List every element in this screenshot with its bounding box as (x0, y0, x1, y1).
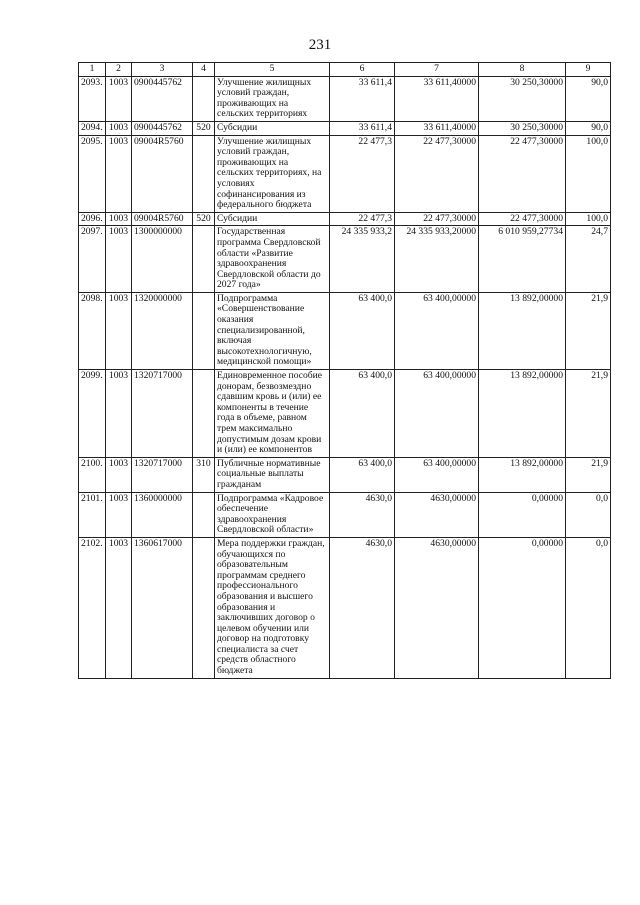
target-code: 1320717000 (132, 457, 193, 492)
table-row (79, 226, 611, 293)
row-number: 2094. (79, 121, 106, 135)
row-number: 2097. (79, 226, 106, 293)
value-col7: 22 477,30000 (395, 212, 479, 226)
value-col6: 63 400,0 (330, 292, 395, 369)
row-number: 2099. (79, 370, 106, 458)
value-col6: 4630,0 (330, 492, 395, 537)
table-row (79, 76, 611, 121)
item-name: Единовременное пособие донорам, безвозмездно сдавшим кровь и (или) ее компоненты в течение года в объеме, равном трем максимально допустимым дозам крови и (или) ее компонентов (215, 370, 330, 458)
page-number: 231 (308, 37, 332, 53)
expense-type-code: 520 (193, 212, 215, 226)
section-code: 1003 (106, 135, 132, 212)
value-col8: 0,00000 (479, 537, 566, 678)
expense-type-code (193, 370, 215, 458)
target-code: 09004R5760 (132, 212, 193, 226)
value-col6: 24 335 933,2 (330, 226, 395, 293)
value-col7: 33 611,40000 (395, 76, 479, 121)
value-col9: 24,7 (566, 226, 611, 293)
table-row (79, 212, 611, 226)
budget-table (78, 62, 611, 679)
section-code: 1003 (106, 457, 132, 492)
expense-type-code (193, 226, 215, 293)
value-col9: 90,0 (566, 76, 611, 121)
table-row (79, 370, 611, 458)
section-code: 1003 (106, 212, 132, 226)
target-code: 1300000000 (132, 226, 193, 293)
row-number: 2100. (79, 457, 106, 492)
table-header-row (79, 63, 611, 77)
value-col6: 63 400,0 (330, 457, 395, 492)
column-header: 3 (132, 63, 193, 77)
value-col9: 21,9 (566, 370, 611, 458)
value-col6: 33 611,4 (330, 121, 395, 135)
value-col9: 21,9 (566, 457, 611, 492)
column-header: 6 (330, 63, 395, 77)
section-code: 1003 (106, 537, 132, 678)
column-header: 9 (566, 63, 611, 77)
value-col8: 6 010 959,27734 (479, 226, 566, 293)
item-name: Публичные нормативные социальные выплаты гражданам (215, 457, 330, 492)
value-col7: 24 335 933,20000 (395, 226, 479, 293)
expense-type-code (193, 537, 215, 678)
value-col7: 4630,00000 (395, 537, 479, 678)
target-code: 1320717000 (132, 370, 193, 458)
value-col8: 30 250,30000 (479, 121, 566, 135)
value-col6: 33 611,4 (330, 76, 395, 121)
row-number: 2093. (79, 76, 106, 121)
column-header: 2 (106, 63, 132, 77)
item-name: Государственная программа Свердловской области «Развитие здравоохранения Свердловской области до 2027 года» (215, 226, 330, 293)
value-col9: 100,0 (566, 212, 611, 226)
value-col9: 100,0 (566, 135, 611, 212)
value-col6: 22 477,3 (330, 135, 395, 212)
target-code: 1320000000 (132, 292, 193, 369)
expense-type-code (193, 292, 215, 369)
value-col7: 22 477,30000 (395, 135, 479, 212)
value-col8: 22 477,30000 (479, 135, 566, 212)
value-col8: 0,00000 (479, 492, 566, 537)
value-col8: 13 892,00000 (479, 292, 566, 369)
table-row (79, 135, 611, 212)
item-name: Субсидии (215, 212, 330, 226)
table-row (79, 457, 611, 492)
value-col6: 63 400,0 (330, 370, 395, 458)
column-header: 1 (79, 63, 106, 77)
value-col7: 33 611,40000 (395, 121, 479, 135)
column-header: 4 (193, 63, 215, 77)
table-row (79, 121, 611, 135)
section-code: 1003 (106, 226, 132, 293)
value-col9: 21,9 (566, 292, 611, 369)
value-col7: 4630,00000 (395, 492, 479, 537)
value-col7: 63 400,00000 (395, 370, 479, 458)
value-col9: 0,0 (566, 537, 611, 678)
row-number: 2098. (79, 292, 106, 369)
row-number: 2102. (79, 537, 106, 678)
row-number: 2096. (79, 212, 106, 226)
table-row (79, 292, 611, 369)
target-code: 0900445762 (132, 76, 193, 121)
item-name: Мера поддержки граждан, обучающихся по образовательным программам среднего профессионального образования и высшего образования и заключивших договор о целевом обучении или договор на подготовку специалиста за счет средств областного бюджета (215, 537, 330, 678)
table-row (79, 537, 611, 678)
expense-type-code (193, 492, 215, 537)
value-col8: 13 892,00000 (479, 457, 566, 492)
value-col9: 0,0 (566, 492, 611, 537)
table-row (79, 492, 611, 537)
item-name: Подпрограмма «Совершенствование оказания специализированной, включая высокотехнологичную, медицинской помощи» (215, 292, 330, 369)
row-number: 2095. (79, 135, 106, 212)
column-header: 5 (215, 63, 330, 77)
target-code: 1360000000 (132, 492, 193, 537)
section-code: 1003 (106, 292, 132, 369)
value-col6: 22 477,3 (330, 212, 395, 226)
expense-type-code (193, 76, 215, 121)
target-code: 0900445762 (132, 121, 193, 135)
target-code: 1360617000 (132, 537, 193, 678)
target-code: 09004R5760 (132, 135, 193, 212)
item-name: Улучшение жилищных условий граждан, проживающих на сельских территориях (215, 76, 330, 121)
item-name: Подпрограмма «Кадровое обеспечение здравоохранения Свердловской области» (215, 492, 330, 537)
column-header: 8 (479, 63, 566, 77)
value-col7: 63 400,00000 (395, 292, 479, 369)
expense-type-code: 310 (193, 457, 215, 492)
expense-type-code (193, 135, 215, 212)
section-code: 1003 (106, 370, 132, 458)
item-name: Субсидии (215, 121, 330, 135)
item-name: Улучшение жилищных условий граждан, проживающих на сельских территориях, на условиях софинансирования из федерального бюджета (215, 135, 330, 212)
column-header: 7 (395, 63, 479, 77)
value-col8: 22 477,30000 (479, 212, 566, 226)
section-code: 1003 (106, 76, 132, 121)
value-col8: 30 250,30000 (479, 76, 566, 121)
value-col6: 4630,0 (330, 537, 395, 678)
section-code: 1003 (106, 121, 132, 135)
section-code: 1003 (106, 492, 132, 537)
expense-type-code: 520 (193, 121, 215, 135)
value-col9: 90,0 (566, 121, 611, 135)
row-number: 2101. (79, 492, 106, 537)
value-col8: 13 892,00000 (479, 370, 566, 458)
value-col7: 63 400,00000 (395, 457, 479, 492)
